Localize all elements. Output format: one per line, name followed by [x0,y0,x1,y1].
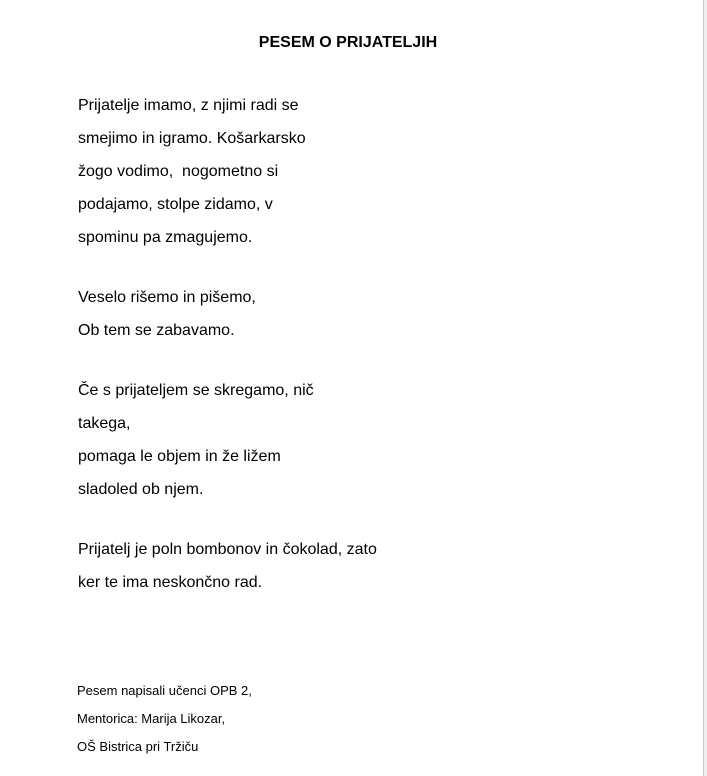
credit-line: OŠ Bistrica pri Tržiču [77,739,199,754]
poem-line: smejimo in igramo. Košarkarsko [78,130,306,147]
poem-line: Prijatelje imamo, z njimi radi se [78,97,299,114]
poem-line: ker te ima neskončno rad. [78,574,263,591]
poem-line: podajamo, stolpe zidamo, v [78,196,273,213]
poem-body [78,95,377,605]
poem-line: Veselo rišemo in pišemo, [78,289,256,306]
poem-line: takega, [78,415,131,432]
poem-line: sladoled ob njem. [78,481,204,498]
stanza-1 [78,95,377,260]
page-edge [703,0,704,776]
poem-line: spominu pa zmagujemo. [78,229,253,246]
poem-line: Prijatelj je poln bombonov in čokolad, zato [78,541,377,558]
credit-line: Mentorica: Marija Likozar, [77,711,226,726]
poem-line: pomaga le objem in že ližem [78,448,281,465]
credits [77,683,252,767]
stanza-4 [78,539,377,605]
poem-line: Če s prijateljem se skregamo, nič [78,382,314,399]
poem-line: Ob tem se zabavamo. [78,322,235,339]
page-title: PESEM O PRIJATELJIH [258,34,438,51]
poem-line: žogo vodimo, nogometno si [78,163,279,180]
stanza-gap [78,353,377,380]
stanza-gap [78,260,377,287]
stanza-gap [78,512,377,539]
stanza-3 [78,380,377,512]
stanza-2 [78,287,377,353]
credit-line: Pesem napisali učenci OPB 2, [77,683,252,698]
